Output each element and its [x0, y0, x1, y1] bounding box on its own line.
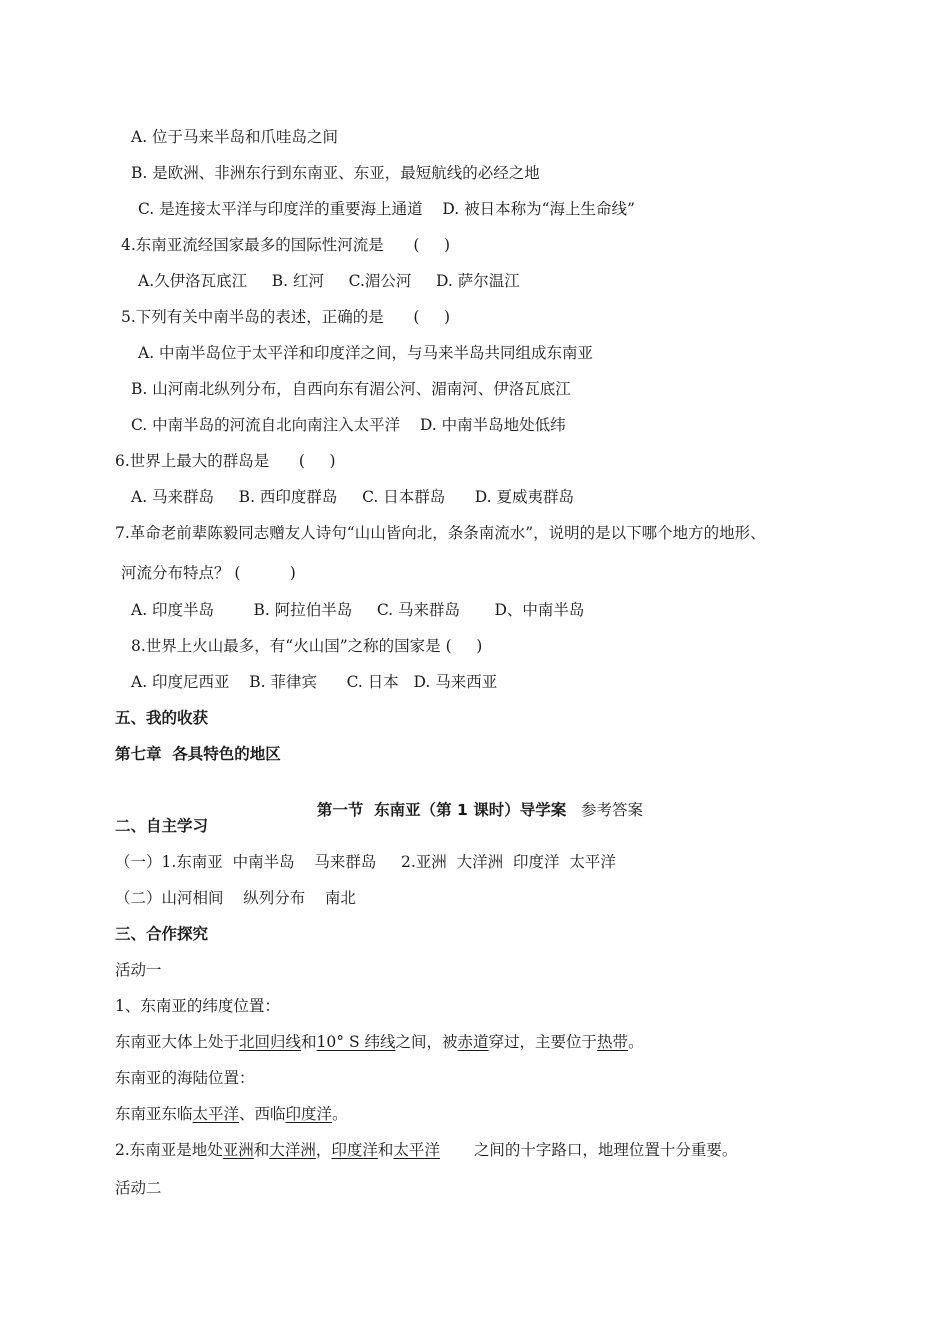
- latitude-title: 1、东南亚的纬度位置：: [115, 997, 280, 1015]
- text: 。: [332, 1105, 348, 1123]
- section-2-heading: 二、自主学习: [115, 817, 209, 835]
- text: 。: [628, 1033, 644, 1051]
- answer-underlined: 亚洲: [222, 1141, 254, 1159]
- activity-1-label: 活动一: [115, 961, 162, 979]
- question-7: 7.革命老前辈陈毅同志赠友人诗句“山山皆向北，条条南流水”，说明的是以下哪个地方的地形、: [115, 524, 766, 542]
- text: ，: [315, 1141, 332, 1159]
- text: 穿过，主要位于: [488, 1033, 598, 1051]
- answer-underlined: 印度洋: [285, 1105, 333, 1123]
- answer-underlined: 10° S 纬线: [316, 1033, 396, 1051]
- section-5-heading: 五、我的收获: [115, 709, 209, 727]
- text: 2.东南亚是地处: [115, 1141, 223, 1159]
- q3-option-cd: C. 是连接太平洋与印度洋的重要海上通道 D. 被日本称为“海上生命线”: [138, 200, 635, 218]
- answer-underlined: 太平洋: [393, 1141, 440, 1159]
- q8-options: A. 印度尼西亚 B. 菲律宾 C. 日本 D. 马来西亚: [131, 673, 498, 691]
- text: 和: [377, 1141, 394, 1159]
- answer-underlined: 北回归线: [239, 1033, 302, 1051]
- q3-option-a: A. 位于马来半岛和爪哇岛之间: [131, 128, 339, 146]
- question-4: 4.东南亚流经国家最多的国际性河流是 ( ): [121, 236, 451, 254]
- latitude-answer: [115, 1032, 644, 1052]
- q5-option-cd: C. 中南半岛的河流自北向南注入太平洋 D. 中南半岛地处低纬: [131, 416, 566, 434]
- answer-title-suffix: 参考答案: [566, 801, 644, 819]
- answer-title: [0, 780, 950, 820]
- q5-option-b: B. 山河南北纵列分布，自西向东有湄公河、湄南河、伊洛瓦底江: [131, 380, 571, 398]
- question-5: 5.下列有关中南半岛的表述，正确的是 ( ): [121, 308, 451, 326]
- text: 和: [301, 1033, 317, 1051]
- answer-underlined: 太平洋: [192, 1105, 240, 1123]
- text: 东南亚东临: [115, 1105, 193, 1123]
- text: 之间，被: [395, 1033, 458, 1051]
- answer-title-main: 第一节 东南亚（第 1 课时）导学案: [316, 801, 567, 819]
- activity-2-label: 活动二: [115, 1179, 162, 1197]
- answer-underlined: 赤道: [457, 1033, 489, 1051]
- answer-underlined: 印度洋: [331, 1141, 378, 1159]
- question-7-cont: 河流分布特点？ ( ): [121, 564, 296, 582]
- crossroads-answer: [115, 1140, 737, 1160]
- q4-options: A.久伊洛瓦底江 B. 红河 C.湄公河 D. 萨尔温江: [138, 272, 520, 290]
- q7-options: A. 印度半岛 B. 阿拉伯半岛 C. 马来群岛 D、中南半岛: [131, 601, 585, 619]
- blank-underline: [440, 1140, 474, 1160]
- text: 之间的十字路口，地理位置十分重要。: [473, 1141, 738, 1159]
- sea-land-answer: [115, 1104, 348, 1124]
- text: 东南亚大体上处于: [115, 1033, 240, 1051]
- answer-underlined: 大洋洲: [269, 1141, 316, 1159]
- q3-option-b: B. 是欧洲、非洲东行到东南亚、东亚，最短航线的必经之地: [131, 164, 540, 182]
- q5-option-a: A. 中南半岛位于太平洋和印度洋之间，与马来半岛共同组成东南亚: [138, 344, 594, 362]
- q6-options: A. 马来群岛 B. 西印度群岛 C. 日本群岛 D. 夏威夷群岛: [131, 488, 575, 506]
- question-6: 6.世界上最大的群岛是 ( ): [115, 452, 336, 470]
- chapter-heading: 第七章 各具特色的地区: [115, 745, 281, 763]
- answer-part-1: （一）1.东南亚 中南半岛 马来群岛 2.亚洲 大洋洲 印度洋 太平洋: [115, 853, 616, 871]
- question-8: 8.世界上火山最多，有“火山国”之称的国家是 ( ): [131, 637, 483, 655]
- answer-underlined: 热带: [597, 1033, 629, 1051]
- answer-part-2: （二）山河相间 纵列分布 南北: [115, 889, 356, 907]
- section-3-heading: 三、合作探究: [115, 925, 209, 943]
- text: 和: [253, 1141, 270, 1159]
- text: 、西临: [239, 1105, 286, 1123]
- sea-land-title: 东南亚的海陆位置：: [115, 1069, 255, 1087]
